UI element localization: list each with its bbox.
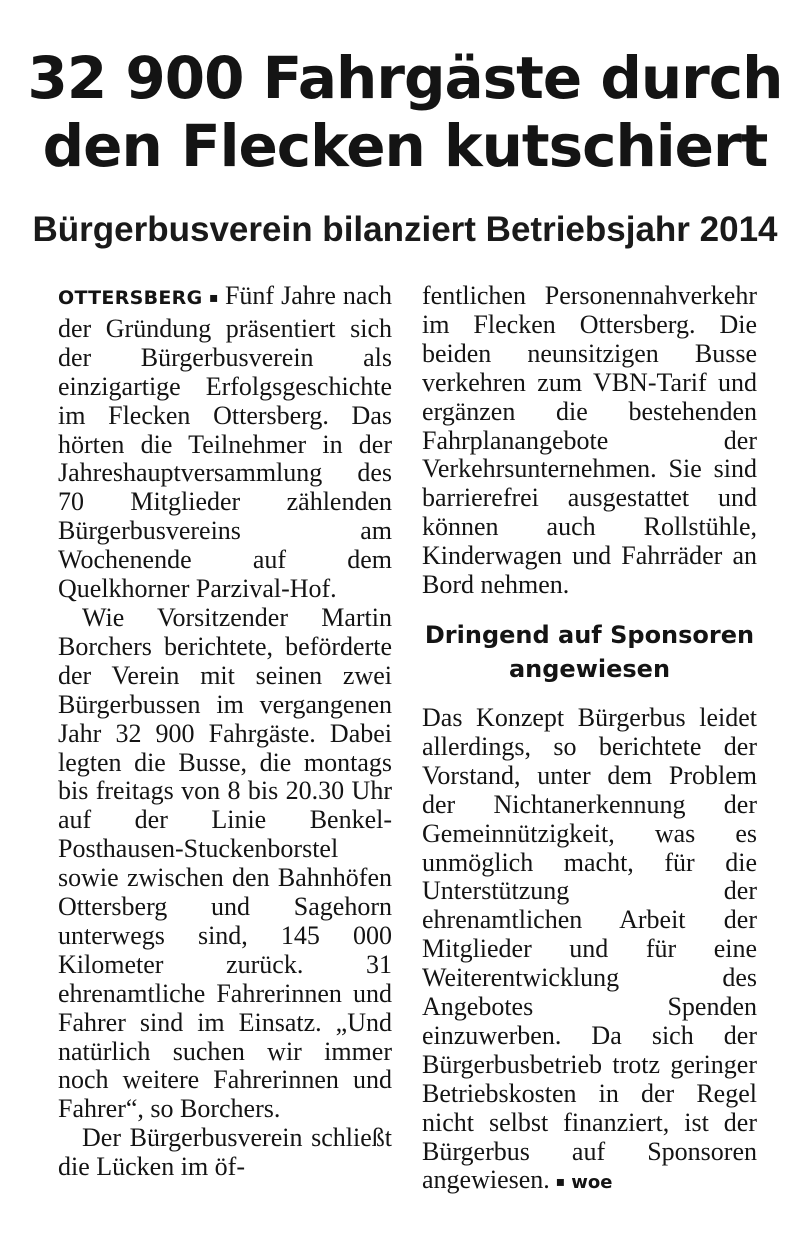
paragraph-3: Der Bürgerbusverein schließt die Lücken im öf- — [58, 1123, 392, 1182]
dateline: OTTERSBERG — [58, 287, 203, 309]
author-initials: woe — [571, 1172, 613, 1194]
paragraph-3-continued: fentlichen Personennahverkehr im Flecken Ottersberg. Die beiden neunsitzigen Busse verkehren zum VBN-Tarif und ergänzen die bestehenden Fahrplanangebote der Verkehrsunternehmen. Sie sind barrierefrei ausgestattet und können auch Rollstühle, Kinderwagen und Fahrräder an Bord nehmen. — [422, 281, 757, 600]
author-bullet: ▪ — [555, 1174, 566, 1191]
subheadline: Bürgerbusverein bilanziert Betriebsjahr 2014 — [32, 210, 778, 249]
headline: 32 900 Fahrgäste durch den Flecken kutschiert — [27, 44, 783, 180]
dateline-bullet: ▪ — [208, 290, 219, 306]
paragraph-2: Wie Vorsitzender Martin Borchers berichtete, beförderte der Verein mit seinen zwei Bürgerbussen im vergangenen Jahr 32 900 Fahrgäste. Dabei legten die Busse, die montags bis freitags von 8 bis 20.30 Uhr auf der Linie Benkel-Posthausen-Stuckenborstel sowie zwischen den Bahnhöfen Ottersberg und Sagehorn unterwegs sind, 145 000 Kilometer zurück. 31 ehrenamtliche Fahrerinnen und Fahrer sind im Einsatz. „Und natürlich suchen wir immer noch weitere Fahrerinnen und Fahrer“, so Borchers. — [58, 602, 392, 1124]
article-column-right — [422, 282, 757, 1199]
article-column-left — [58, 282, 392, 1182]
paragraph-1 — [58, 282, 392, 604]
section-subheading: Dringend auf Sponsoren angewiesen — [424, 620, 755, 683]
paragraph-4-text: Das Konzept Bürgerbus leidet allerdings, so berichtete der Vorstand, unter dem Problem der Nichtanerkennung der Gemeinnützigkeit, was es unmöglich macht, für die Unterstützung der ehrenamtlichen Arbeit der Mitglieder und für eine Weiterentwicklung des Angebotes Spenden einzuwerben. Da sich der Bürgerbusbetrieb trotz geringer Betriebskosten in der Regel nicht selbst finanziert, ist der Bürgerbus auf Sponsoren angewiesen. — [422, 702, 757, 1195]
paragraph-4 — [422, 704, 757, 1199]
paragraph-1-text: Fünf Jahre nach der Gründung präsentiert sich der Bürgerbusverein als einzigartige Erfolgsgeschichte im Flecken Ottersberg. Das hörten die Teilnehmer in der Jahreshauptversammlung des 70 Mitglieder zählenden Bürgerbusvereins am Wochenende auf dem Quelkhorner Parzival-Hof. — [58, 281, 392, 604]
